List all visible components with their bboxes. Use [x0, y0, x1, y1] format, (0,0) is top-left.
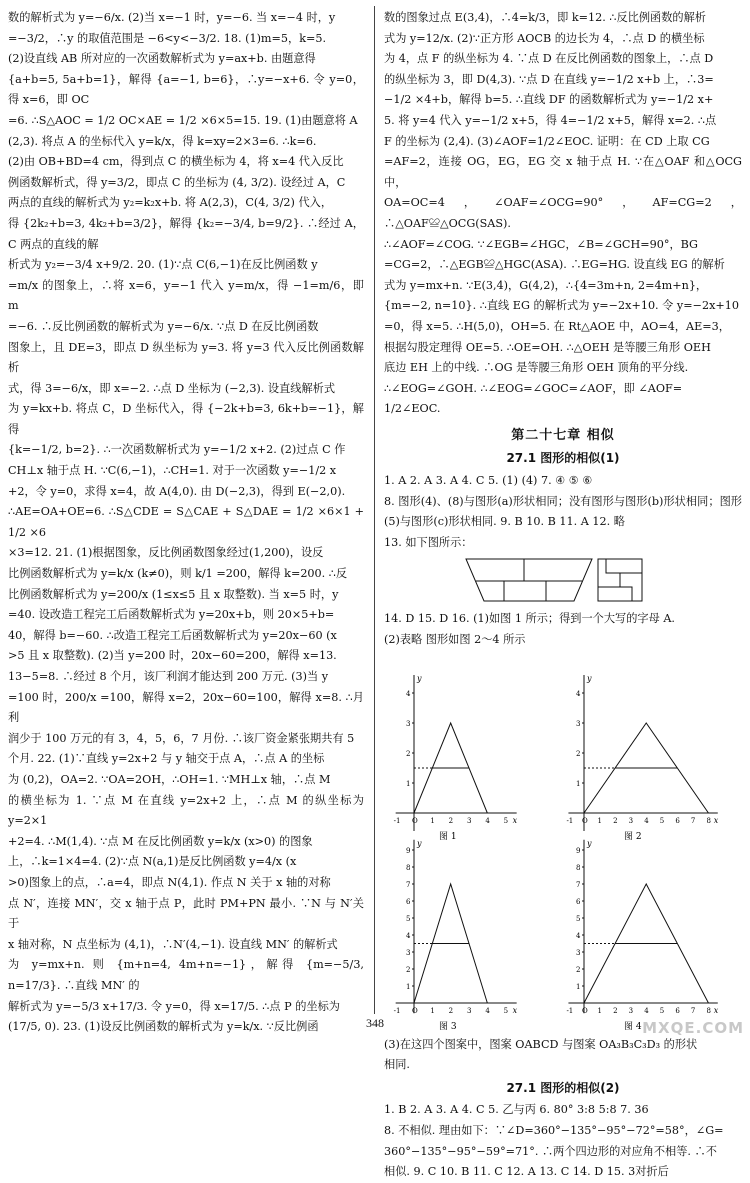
left-column: [8, 8, 364, 1038]
svg-text:x: x: [713, 815, 719, 825]
svg-text:9: 9: [406, 846, 411, 855]
svg-text:-1: -1: [566, 1006, 574, 1015]
text-line: 13. 如下图所示：: [384, 535, 473, 549]
figure-caption: 图 2: [624, 831, 642, 842]
svg-text:y: y: [417, 673, 422, 683]
svg-text:8: 8: [406, 863, 411, 872]
text-line: +2=4. ∴M(1,4). ∵点 M 在反比例函数 y=k/x (x>0) 的图象: [8, 834, 313, 848]
text-line: 13−5=8. ∴经过 8 个月，该厂利润才能达到 200 万元. (3)当 y: [8, 670, 329, 683]
text-line: x 轴对称，N 点坐标为 (4,1)，∴N′(4,−1). 设直线 MN′ 的解析式: [8, 937, 338, 951]
svg-text:5: 5: [503, 1006, 509, 1015]
svg-text:3: 3: [467, 816, 472, 825]
text-line: ×3=12. 21. (1)根据图象，反比例函数图象经过(1,200)，设反: [8, 546, 324, 560]
text-line: 相同.: [384, 1058, 410, 1072]
svg-text:2: 2: [576, 749, 581, 758]
svg-text:O: O: [412, 1006, 418, 1015]
text-line: 例函数解析式，得 y=3/2，即点 C 的坐标为 (4, 3/2). 设经过 A，C: [8, 175, 346, 189]
section-title-1: 27.1 图形的相似(1): [506, 451, 620, 466]
text-line: ∴AE=OA+OE=6. ∴S△CDE = S△CAE + S△DAE = 1/2 ×6×1 + 1/2 ×6: [8, 505, 364, 539]
svg-text:2: 2: [448, 1006, 454, 1015]
text-line: 式，得 3=−6/x，即 x=−2. ∴点 D 坐标为 (−2,3). 设直线解析式: [8, 381, 336, 395]
text-line: F 的坐标为 (2,4). (3)∠AOF=1/2∠EOC. 证明：在 CD 上取 CG: [384, 134, 710, 148]
text-line: 式为 y=mx+n. ∵E(3,4)，G(4,2)，∴{4=3m+n, 2=4m+n}，: [384, 278, 708, 292]
section-2-answers: [384, 1100, 742, 1182]
svg-text:5: 5: [576, 914, 581, 923]
svg-text:8: 8: [706, 1006, 711, 1015]
text-line: {m=−2, n=10}. ∴直线 EG 的解析式为 y=−2x+10. 令 y=−2x+10: [384, 299, 740, 313]
text-line: 40，解得 b=−60. ∴改造工程完工后函数解析式为 y=20x−60 (x: [8, 628, 337, 642]
page-number: 348: [366, 1016, 384, 1030]
svg-text:6: 6: [576, 897, 581, 906]
text-line: (17/5, 0). 23. (1)设反比例函数的解析式为 y=k/x. ∵反比例函: [8, 1020, 319, 1034]
text-line: ∴∠EOG=∠GOH. ∴∠EOG=∠GOC=∠AOF，即 ∠AOF=: [384, 381, 683, 395]
text-line: 14. D 15. D 16. (1)如图 1 所示；得到一个大写的字母 A.: [384, 612, 675, 626]
section-1-answers: [384, 471, 742, 553]
text-line: 5. 将 y=4 代入 y=−1/2 x+5，得 4=−1/2 x+5，解得 x=2. ∴点: [384, 113, 717, 127]
svg-text:2: 2: [406, 749, 411, 758]
text-line: >0)图象上的点，∴a=4，即点 N(4,1). 作点 N 关于 x 轴的对称: [8, 875, 331, 889]
svg-text:4: 4: [485, 1006, 490, 1015]
text-line: 的横坐标为 1. ∵点 M 在直线 y=2x+2 上，∴点 M 的纵坐标为 y=2×1: [8, 793, 364, 828]
text-line: (2)由 OB+BD=4 cm，得到点 C 的横坐标为 4，将 x=4 代入反比: [8, 155, 344, 169]
text-line: (2,3). 将点 A 的坐标代入 y=k/x，得 k=xy=2×3=6. ∴k=6.: [8, 134, 317, 148]
text-line: 析式为 y₂=−3/4 x+9/2. 20. (1)∵点 C(6,−1)在反比例函数 y: [8, 258, 318, 272]
svg-text:8: 8: [706, 816, 711, 825]
svg-text:O: O: [582, 816, 588, 825]
svg-text:1: 1: [406, 779, 411, 788]
svg-text:2: 2: [406, 965, 411, 974]
text-line: 解析式为 y=−5/3 x+17/3. 令 y=0，得 x=17/5. ∴点 P 的坐标为: [8, 999, 340, 1013]
svg-text:2: 2: [448, 816, 454, 825]
svg-text:4: 4: [576, 689, 581, 698]
text-line: (2)表略 图形如图 2～4 所示: [384, 633, 526, 647]
text-line: 8. 图形(4)、(8)与图形(a)形状相同；没有图形与图形(b)形状相同；图形(5)与图形(c)形状相同. 9. B 10. B 11. A 12. 略: [384, 494, 742, 529]
answers-previous-section: [384, 8, 742, 420]
l-shape-figure: [598, 559, 642, 601]
svg-text:-1: -1: [393, 1006, 401, 1015]
svg-text:7: 7: [690, 816, 696, 825]
trapezoid-figure: [466, 559, 592, 601]
text-line: =0，得 x=5. ∴H(5,0)，OH=5. 在 Rt△AOE 中，AO=4，AE=3，: [384, 319, 730, 333]
text-line: 数的解析式为 y=−6/x. (2)当 x=−1 时，y=−6. 当 x=−4 时，y: [8, 11, 336, 24]
text-line: =40. 设改造工程完工后函数解析式为 y=20x+b，则 20×5+b=: [8, 608, 335, 622]
figure-13-shapes: [384, 555, 742, 605]
svg-text:y: y: [587, 673, 592, 683]
svg-text:5: 5: [503, 816, 509, 825]
text-line: 8. 不相似. 理由如下：∵∠D=360°−135°−95°−72°=58°，∠G=: [384, 1124, 724, 1137]
svg-text:6: 6: [406, 897, 411, 906]
text-line: 1. B 2. A 3. A 4. C 5. 乙与丙 6. 80° 3:8 5:8 7. 36: [384, 1103, 649, 1117]
svg-text:4: 4: [406, 689, 411, 698]
svg-text:4: 4: [485, 816, 490, 825]
chapter-title: 第二十七章 相似: [511, 427, 615, 443]
svg-text:4: 4: [406, 931, 411, 940]
text-line: 1/2∠EOC.: [384, 402, 441, 416]
svg-text:1: 1: [597, 1006, 603, 1015]
text-line: 两点的直线的解析式为 y₂=k₂x+b. 将 A(2,3)，C(4, 3/2) 代入，: [8, 196, 333, 210]
text-line: 为 4，点 F 的纵坐标为 4. ∵点 D 在反比例函数的图象上，∴点 D: [384, 52, 714, 66]
svg-text:8: 8: [576, 863, 581, 872]
svg-text:1: 1: [430, 1006, 435, 1015]
text-line: +2，令 y=0，求得 x=4，故 A(4,0). 由 D(−2,3)，得到 E(−2,0).: [8, 484, 346, 498]
text-line: =100 时，200/x =100，解得 x=2，20x−60=100，解得 x=8. ∴月利: [8, 690, 364, 725]
svg-text:4: 4: [576, 931, 581, 940]
svg-text:-1: -1: [393, 816, 401, 825]
svg-text:6: 6: [675, 816, 680, 825]
svg-text:5: 5: [406, 914, 411, 923]
svg-text:2: 2: [613, 816, 618, 825]
coordinate-figure: [566, 838, 718, 1031]
text-line: 比例函数解析式为 y=k/x (k≠0)，则 k/1 =200，解得 k=200. ∴反: [8, 567, 348, 581]
svg-text:O: O: [412, 816, 418, 825]
text-line: 得 {2k₂+b=3, 4k₂+b=3/2}，解得 {k₂=−3/4, b=9/2}. ∴经过 A，C 两点的直线的解: [8, 216, 364, 251]
section-title-2: 27.1 图形的相似(2): [506, 1080, 620, 1095]
text-line: 1. A 2. A 3. A 4. C 5. (1) (4) 7. ④ ⑤ ⑥: [384, 474, 593, 488]
svg-text:7: 7: [690, 1006, 696, 1015]
text-line: 为 y=kx+b. 将点 C，D 坐标代入，得 {−2k+b=3, 6k+b=−1}，解得: [8, 402, 364, 436]
text-line: 数的图象过点 E(3,4)，∴4=k/3，即 k=12. ∴反比例函数的解析: [384, 11, 706, 24]
svg-text:7: 7: [406, 880, 411, 889]
svg-text:y: y: [587, 838, 592, 848]
svg-text:1: 1: [430, 816, 435, 825]
svg-text:7: 7: [576, 880, 581, 889]
text-line: =CG=2，∴△EGB≌△HGC(ASA). ∴EG=HG. 设直线 EG 的解析: [384, 258, 725, 272]
text-line: 点 N′，连接 MN′，交 x 轴于点 P，此时 PM+PN 最小. ∵N 与 N′关于: [8, 896, 364, 931]
coordinate-figure: [394, 674, 518, 842]
text-line: 相似. 9. C 10. B 11. C 12. A 13. C 14. D 15. 3对折后: [384, 1165, 669, 1179]
svg-text:5: 5: [659, 816, 665, 825]
text-line: 上，∴k=1×4=4. (2)∵点 N(a,1)是反比例函数 y=4/x (x: [8, 855, 297, 869]
text-line: −1/2 ×4+b，解得 b=5. ∴直线 DF 的函数解析式为 y=−1/2 x+: [384, 93, 714, 107]
coordinate-figure: [394, 838, 518, 1031]
svg-text:O: O: [582, 1006, 588, 1015]
svg-text:3: 3: [406, 719, 411, 728]
text-line: =−6. ∴反比例函数的解析式为 y=−6/x. ∵点 D 在反比例函数: [8, 319, 319, 333]
text-line: 的纵坐标为 3，即 D(4,3). ∵点 D 在直线 y=−1/2 x+b 上，∴3=: [384, 72, 714, 86]
svg-text:3: 3: [467, 1006, 472, 1015]
text-line: (2)设直线 AB 所对应的一次函数解析式为 y=ax+b. 由题意得: [8, 52, 316, 66]
section-1-answers-continued: [384, 609, 742, 650]
svg-text:x: x: [713, 1005, 719, 1015]
svg-text:5: 5: [659, 1006, 665, 1015]
text-line: OA=OC=4，∠OAF=∠OCG=90°，AF=CG=2，∴△OAF≌△OCG(SAS).: [384, 196, 742, 230]
svg-text:4: 4: [644, 816, 649, 825]
text-line: ∴∠AOF=∠COG. ∵∠EGB=∠HGC，∠B=∠GCH=90°，BG: [384, 237, 698, 251]
right-column: [384, 8, 742, 1183]
svg-text:-1: -1: [566, 816, 574, 825]
figure-caption: 图 4: [624, 1021, 642, 1032]
svg-text:y: y: [417, 838, 422, 848]
column-divider: [374, 6, 375, 1014]
text-line: 个月. 22. (1)∵直线 y=2x+2 与 y 轴交于点 A，∴点 A 的坐标: [8, 752, 325, 766]
figures-1-to-4: [384, 653, 742, 1033]
svg-text:1: 1: [576, 779, 581, 788]
text-line: {a+b=5, 5a+b=1}，解得 {a=−1, b=6}，∴y=−x+6. 令 y=0，得 x=6，即 OC: [8, 72, 364, 107]
text-line: {k=−1/2, b=2}. ∴一次函数解析式为 y=−1/2 x+2. (2)过点 C 作: [8, 443, 346, 457]
text-line: 为 (0,2)，OA=2. ∵OA=2OH，∴OH=1. ∵MH⊥x 轴，∴点 M: [8, 772, 331, 786]
svg-text:3: 3: [576, 719, 581, 728]
svg-text:2: 2: [576, 965, 581, 974]
svg-text:2: 2: [613, 1006, 618, 1015]
text-line: =−3/2，∴y 的取值范围是 −6<y<−3/2. 18. (1)m=5，k=5.: [8, 31, 327, 45]
watermark-logo: MXQE.COM: [642, 1019, 744, 1037]
svg-text:x: x: [512, 815, 518, 825]
svg-text:3: 3: [406, 948, 411, 957]
text-line: CH⊥x 轴于点 H. ∵C(6,−1)，∴CH=1. 对于一次函数 y=−1/2 x: [8, 464, 337, 478]
svg-text:4: 4: [644, 1006, 649, 1015]
svg-text:3: 3: [628, 1006, 634, 1015]
svg-text:x: x: [512, 1005, 518, 1015]
text-line: =m/x 的图象上，∴将 x=6，y=−1 代入 y=m/x，得 −1=m/6，即 m: [8, 278, 364, 313]
text-line: =AF=2，连接 OG，EG，EG 交 x 轴于点 H. ∵在△OAF 和△OCG 中，: [384, 155, 742, 189]
figure-caption: 图 1: [439, 831, 457, 842]
coordinate-figure: [566, 674, 718, 842]
text-line: 根据勾股定理得 OE=5. ∴OE=OH. ∴△OEH 是等腰三角形 OEH: [384, 340, 711, 354]
text-line: 比例函数解析式为 y=200/x (1≤x≤5 且 x 取整数). 当 x=5 时，y: [8, 587, 339, 601]
text-line: 360°−135°−95°−59°=71°. ∴两个四边形的对应角不相等. ∴不: [384, 1144, 717, 1158]
text-line: 为 y=mx+n. 则 {m+n=4, 4m+n=−1}，解得 {m=−5/3, n=17/3}. ∴直线 MN′ 的: [8, 958, 364, 992]
svg-text:6: 6: [675, 1006, 680, 1015]
text-line: (3)在这四个图案中，图案 OABCD 与图案 OA₃B₃C₃D₃ 的形状: [384, 1037, 698, 1051]
text-line: >5 且 x 取整数). (2)当 y=200 时，20x−60=200，解得 x=13.: [8, 649, 337, 663]
svg-text:1: 1: [597, 816, 603, 825]
text-line: 式为 y=12/x. (2)∵正方形 AOCB 的边长为 4，∴点 D 的横坐标: [384, 31, 705, 45]
text-line: 底边 EH 上的中线. ∴OG 是等腰三角形 OEH 顶角的平分线.: [384, 361, 689, 375]
svg-text:1: 1: [406, 982, 411, 991]
svg-text:3: 3: [576, 948, 581, 957]
svg-text:9: 9: [576, 846, 581, 855]
text-line: 图象上，且 DE=3，即点 D 纵坐标为 y=3. 将 y=3 代入反比例函数解析: [8, 340, 364, 375]
svg-text:3: 3: [628, 816, 634, 825]
svg-text:1: 1: [576, 982, 581, 991]
figure-caption: 图 3: [439, 1021, 457, 1032]
text-line: =6. ∴S△AOC = 1/2 OC×AE = 1/2 ×6×5=15. 19. (1)由题意将 A: [8, 113, 358, 127]
text-line: 润少于 100 万元的有 3，4，5，6，7 月份. ∴该厂资金紧张期共有 5: [8, 731, 355, 745]
